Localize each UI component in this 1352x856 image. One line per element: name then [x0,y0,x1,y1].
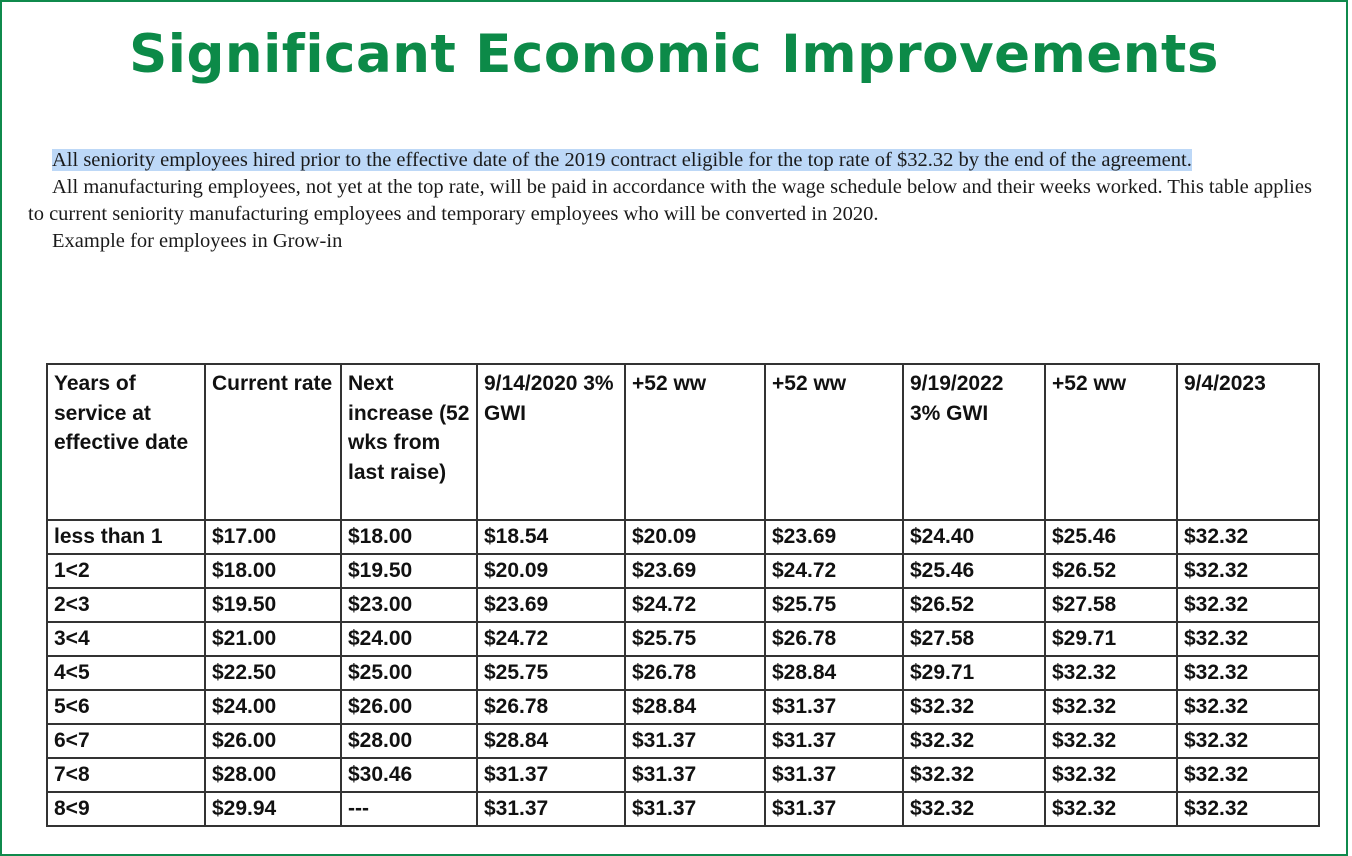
table-cell-rate: $26.00 [341,690,477,724]
header-2023: 9/4/2023 [1177,364,1319,520]
table-cell-rate: $32.32 [1177,656,1319,690]
table-cell-rate: $32.32 [903,758,1045,792]
table-cell-years: 6<7 [47,724,205,758]
table-cell-rate: $28.84 [477,724,625,758]
header-plus-52-ww: +52 ww [765,364,903,520]
table-cell-rate: $32.32 [903,792,1045,826]
table-cell-rate: $32.32 [1177,588,1319,622]
table-cell-rate: $23.69 [765,520,903,554]
paragraph-top-rate[interactable] [28,147,1328,174]
table-cell-rate: $26.52 [1045,554,1177,588]
table-body [47,520,1319,826]
header-plus-52-ww: +52 ww [1045,364,1177,520]
header-2020-gwi: 9/14/2020 3% GWI [477,364,625,520]
table-cell-rate: $31.37 [625,758,765,792]
table-cell-rate: $31.37 [765,690,903,724]
table-row [47,690,1319,724]
table-cell-rate: $32.32 [903,724,1045,758]
table-cell-years: less than 1 [47,520,205,554]
table-cell-rate: $31.37 [625,724,765,758]
paragraph-wage-schedule[interactable]: All manufacturing employees, not yet at the top rate, will be paid in accordance with the wage schedule below and their weeks worked. This table applies to current seniority manufacturing employees and temporary employees who will be converted in 2020. [28,176,1312,225]
table-cell-rate: $32.32 [1177,622,1319,656]
table-header-row [47,364,1319,520]
table-cell-rate: $32.32 [1045,656,1177,690]
table-cell-rate: $26.78 [625,656,765,690]
table-cell-rate: $25.46 [903,554,1045,588]
table-cell-rate: $24.00 [341,622,477,656]
table-cell-rate: $28.00 [205,758,341,792]
table-cell-rate: $23.69 [477,588,625,622]
table-cell-years: 5<6 [47,690,205,724]
table-cell-rate: $32.32 [1045,724,1177,758]
header-next-increase: Next increase (52 wks from last raise) [341,364,477,520]
table-cell-rate: $31.37 [765,724,903,758]
table-cell-rate: $18.00 [205,554,341,588]
table-cell-years: 2<3 [47,588,205,622]
table-cell-rate: $24.40 [903,520,1045,554]
table-cell-rate: $29.71 [1045,622,1177,656]
table-cell-rate: $24.72 [477,622,625,656]
table-cell-rate: $25.75 [477,656,625,690]
table-row [47,792,1319,826]
table-cell-rate: $32.32 [1045,758,1177,792]
table-cell-rate: $25.00 [341,656,477,690]
table-cell-years: 4<5 [47,656,205,690]
table-cell-rate: $27.58 [903,622,1045,656]
table-cell-rate: $21.00 [205,622,341,656]
table-cell-rate: $23.69 [625,554,765,588]
table-cell-rate: $20.09 [625,520,765,554]
table-cell-rate: $25.46 [1045,520,1177,554]
table-row [47,758,1319,792]
table-cell-rate: $26.52 [903,588,1045,622]
table-cell-rate: $25.75 [765,588,903,622]
table-cell-years: 3<4 [47,622,205,656]
table-row [47,554,1319,588]
table-cell-years: 1<2 [47,554,205,588]
table-cell-rate: $26.00 [205,724,341,758]
table-cell-rate: $23.00 [341,588,477,622]
table-cell-rate: $31.37 [477,792,625,826]
table-row [47,656,1319,690]
selected-text[interactable]: All seniority employees hired prior to the effective date of the 2019 contract eligible for the top rate of $32.32 by the end of the agreement. [52,149,1192,171]
table-cell-rate: $31.37 [765,792,903,826]
table-row [47,724,1319,758]
paragraph-example[interactable]: Example for employees in Grow-in [52,230,343,252]
table-cell-rate: $26.78 [477,690,625,724]
table-cell-rate: --- [341,792,477,826]
table-cell-rate: $28.84 [625,690,765,724]
table-cell-rate: $26.78 [765,622,903,656]
table-cell-rate: $27.58 [1045,588,1177,622]
table-row [47,520,1319,554]
header-plus-52-ww: +52 ww [625,364,765,520]
table-cell-rate: $32.32 [1177,792,1319,826]
table-cell-rate: $24.72 [625,588,765,622]
table-cell-rate: $24.72 [765,554,903,588]
table-cell-rate: $32.32 [1177,554,1319,588]
wage-schedule-table [46,363,1320,827]
table-cell-rate: $29.71 [903,656,1045,690]
header-2022-gwi: 9/19/2022 3% GWI [903,364,1045,520]
table-cell-rate: $19.50 [205,588,341,622]
table-cell-rate: $32.32 [1045,792,1177,826]
table-cell-rate: $19.50 [341,554,477,588]
table-cell-years: 7<8 [47,758,205,792]
table-cell-rate: $32.32 [903,690,1045,724]
table-cell-rate: $32.32 [1177,690,1319,724]
table-cell-rate: $31.37 [477,758,625,792]
table-cell-rate: $30.46 [341,758,477,792]
table-cell-rate: $31.37 [765,758,903,792]
table-cell-rate: $28.84 [765,656,903,690]
table-cell-years: 8<9 [47,792,205,826]
table-row [47,622,1319,656]
body-text [28,147,1328,255]
table-cell-rate: $22.50 [205,656,341,690]
table-row [47,588,1319,622]
table-cell-rate: $29.94 [205,792,341,826]
table-cell-rate: $28.00 [341,724,477,758]
table-cell-rate: $20.09 [477,554,625,588]
table-cell-rate: $32.32 [1177,724,1319,758]
table-cell-rate: $18.54 [477,520,625,554]
table-cell-rate: $24.00 [205,690,341,724]
table-cell-rate: $25.75 [625,622,765,656]
table-cell-rate: $32.32 [1177,758,1319,792]
table-cell-rate: $18.00 [341,520,477,554]
header-years-of-service: Years of service at effective date [47,364,205,520]
table-cell-rate: $31.37 [625,792,765,826]
header-current-rate: Current rate [205,364,341,520]
slide-title: Significant Economic Improvements [129,24,1219,85]
table-cell-rate: $32.32 [1177,520,1319,554]
table-cell-rate: $32.32 [1045,690,1177,724]
table-cell-rate: $17.00 [205,520,341,554]
